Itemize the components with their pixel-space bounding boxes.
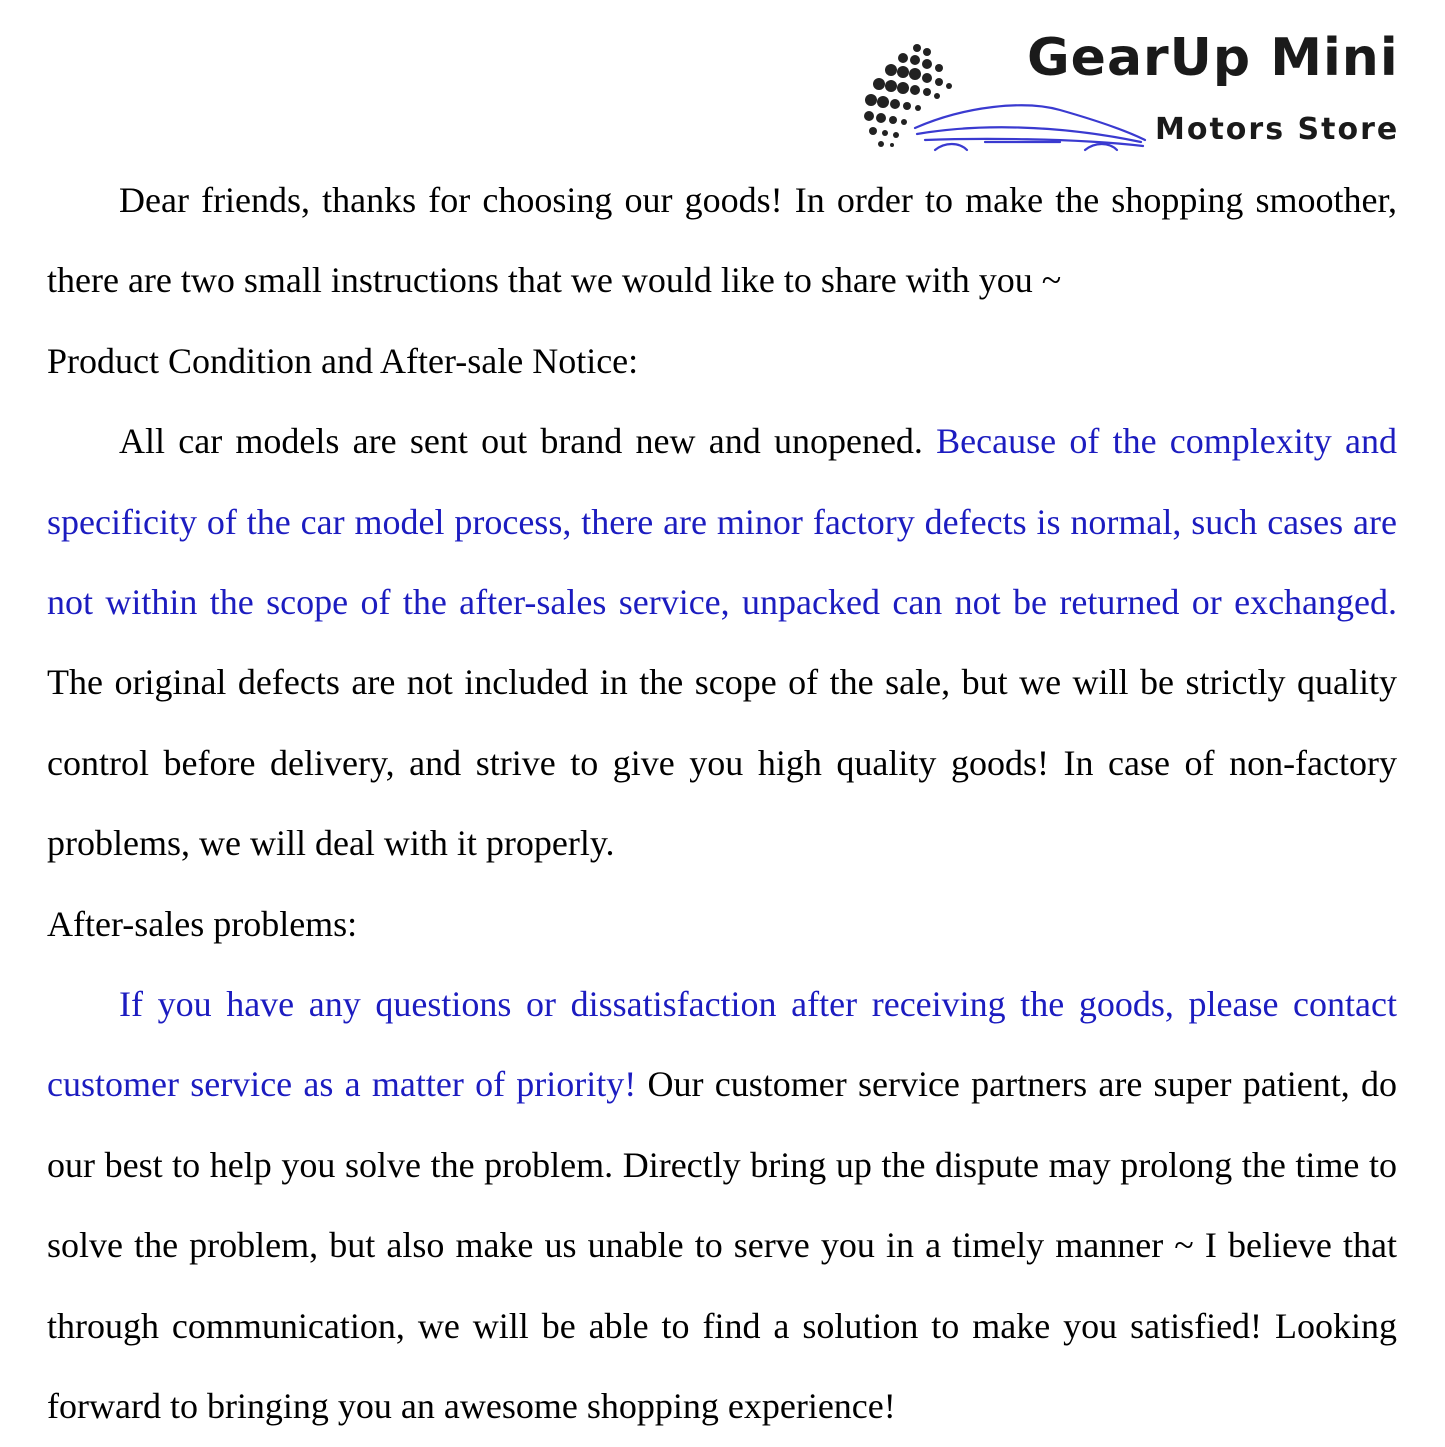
condition-text-1: All car models are sent out brand new and unopened. — [119, 421, 937, 462]
section-heading-after-sales: After-sales problems: — [47, 903, 358, 944]
section-heading-condition: Product Condition and After-sale Notice: — [47, 340, 639, 381]
condition-highlight: Because of the complexity and specificity of the car model process, there are minor factory defects is normal, such cases are not within the scope of the after-sales service, unpacked can not be returned or exchanged. — [47, 421, 1397, 623]
brand-subtitle: Motors Store — [1155, 112, 1400, 147]
after-sales-paragraph — [47, 964, 1397, 1446]
store-logo — [855, 28, 1405, 158]
notice-document — [47, 160, 1397, 1447]
intro-paragraph: Dear friends, thanks for choosing our goods! In order to make the shopping smoother, there are two small instructions that we would like to share with you ~ — [47, 180, 1397, 301]
brand-name: GearUp Mini — [1027, 28, 1399, 88]
condition-paragraph — [47, 401, 1397, 883]
condition-text-2: The original defects are not included in the scope of the sale, but we will be strictly quality control before delivery, and strive to give you high quality goods! In case of non-factory problems, we will deal with it properly. — [47, 662, 1397, 864]
after-sales-highlight: If you have any questions or dissatisfaction after receiving the goods, please contact customer service as a matter of priority! — [47, 984, 1397, 1105]
after-sales-text: Our customer service partners are super patient, do our best to help you solve the problem. Directly bring up the dispute may prolong the time to solve the problem, but also make us unable to serve you in a timely manner ~ I believe that through communication, we will be able to find a solution to make you satisfied! Looking forward to bringing you an awesome shopping experience! — [47, 1064, 1397, 1427]
